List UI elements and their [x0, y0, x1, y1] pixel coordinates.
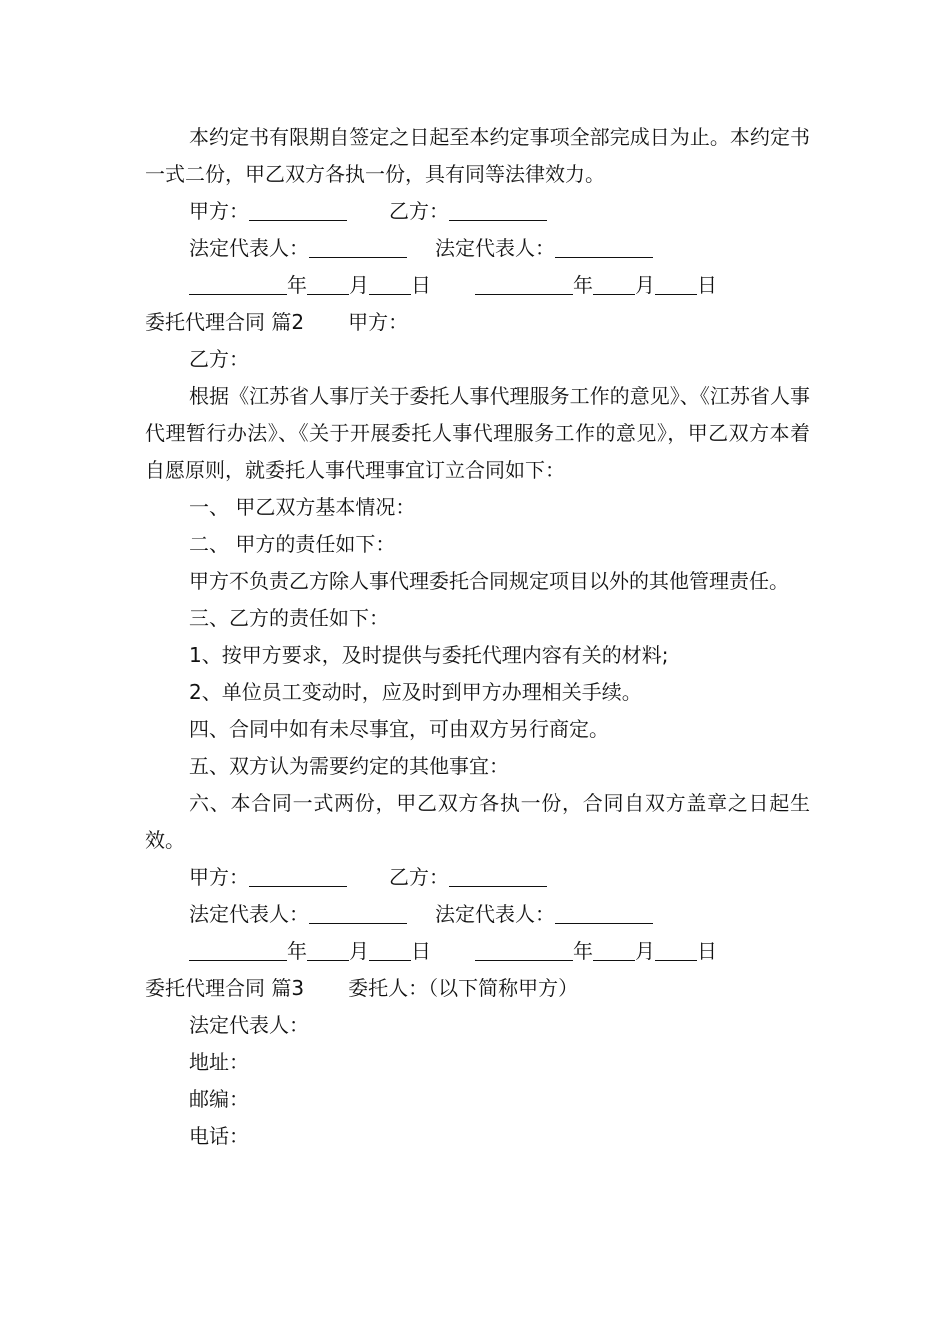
clause-1: 一、 甲乙双方基本情况： [189, 495, 416, 519]
month-blank-4 [593, 938, 635, 961]
document-body [145, 119, 810, 1155]
day-label-3: 日 [411, 939, 431, 963]
entrusting-party-line: 委托人：（以下简称甲方） [348, 976, 579, 1000]
party-a-label: 甲方： [189, 199, 249, 223]
section-heading-3 [145, 970, 810, 1007]
clause-3: 三、乙方的责任如下： [189, 606, 389, 630]
rep-b-blank [555, 235, 653, 258]
phone-line-3: 电话： [189, 1124, 249, 1148]
address-line-3: 地址： [189, 1050, 249, 1074]
clause-4: 四、合同中如有未尽事宜，可由双方另行商定。 [189, 717, 609, 741]
clause-2: 二、 甲方的责任如下： [189, 532, 396, 556]
representative-row-1 [145, 230, 810, 267]
validity-paragraph: 本约定书有限期自签定之日起至本约定事项全部完成日为止。本约定书一式二份，甲乙双方各执一份，具有同等法律效力。 [145, 125, 810, 186]
clause-3-item-1: 1、按甲方要求，及时提供与委托代理内容有关的材料; [189, 643, 669, 667]
year-label-3: 年 [287, 939, 307, 963]
postcode-line-3: 邮编： [189, 1087, 249, 1111]
year-blank-3 [189, 938, 287, 961]
date-row-1 [145, 267, 810, 304]
clause-2-body: 甲方不负责乙方除人事代理委托合同规定项目以外的其他管理责任。 [189, 569, 789, 593]
intro-paragraph-2: 根据《江苏省人事厅关于委托人事代理服务工作的意见》、《江苏省人事代理暂行办法》、《关于开展委托人事代理服务工作的意见》，甲乙双方本着自愿原则，就委托人事代理事宜订立合同如下： [145, 384, 810, 482]
party-a-line-2: 甲方： [348, 310, 409, 334]
month-blank-3 [307, 938, 349, 961]
party-b-label-2: 乙方： [389, 865, 449, 889]
rep-a-blank [309, 235, 407, 258]
day-label: 日 [411, 273, 431, 297]
party-b-blank [449, 198, 547, 221]
rep-a-blank-2 [309, 901, 407, 924]
legal-rep-line-3: 法定代表人： [189, 1013, 309, 1037]
party-b-line-2: 乙方： [189, 347, 249, 371]
party-a-label-2: 甲方： [189, 865, 249, 889]
month-label-2: 月 [635, 273, 655, 297]
day-blank-3 [369, 938, 411, 961]
month-label-4: 月 [635, 939, 655, 963]
section-heading-2 [145, 304, 810, 341]
rep-a-label-2: 法定代表人： [189, 902, 309, 926]
party-a-blank [249, 198, 347, 221]
date-row-2 [145, 933, 810, 970]
year-label-4: 年 [573, 939, 593, 963]
month-blank [307, 272, 349, 295]
rep-a-label: 法定代表人： [189, 236, 309, 260]
representative-row-2 [145, 896, 810, 933]
day-blank [369, 272, 411, 295]
year-blank [189, 272, 287, 295]
year-label-2: 年 [573, 273, 593, 297]
day-label-2: 日 [697, 273, 717, 297]
rep-b-blank-2 [555, 901, 653, 924]
clause-3-item-2: 2、单位员工变动时，应及时到甲方办理相关手续。 [189, 680, 642, 704]
year-blank-4 [475, 938, 573, 961]
rep-b-label: 法定代表人： [435, 236, 555, 260]
year-blank-2 [475, 272, 573, 295]
contract-title-3: 委托代理合同 篇3 [145, 976, 305, 1000]
day-label-4: 日 [697, 939, 717, 963]
contract-title-2: 委托代理合同 篇2 [145, 310, 305, 334]
signature-row-1 [145, 193, 810, 230]
rep-b-label-2: 法定代表人： [435, 902, 555, 926]
day-blank-4 [655, 938, 697, 961]
day-blank-2 [655, 272, 697, 295]
party-b-blank-2 [449, 864, 547, 887]
clause-5: 五、双方认为需要约定的其他事宜： [189, 754, 509, 778]
party-a-blank-2 [249, 864, 347, 887]
year-label: 年 [287, 273, 307, 297]
party-b-label: 乙方： [389, 199, 449, 223]
clause-6: 六、本合同一式两份，甲乙双方各执一份，合同自双方盖章之日起生效。 [145, 791, 810, 852]
month-label-3: 月 [349, 939, 369, 963]
signature-row-2 [145, 859, 810, 896]
month-blank-2 [593, 272, 635, 295]
month-label: 月 [349, 273, 369, 297]
